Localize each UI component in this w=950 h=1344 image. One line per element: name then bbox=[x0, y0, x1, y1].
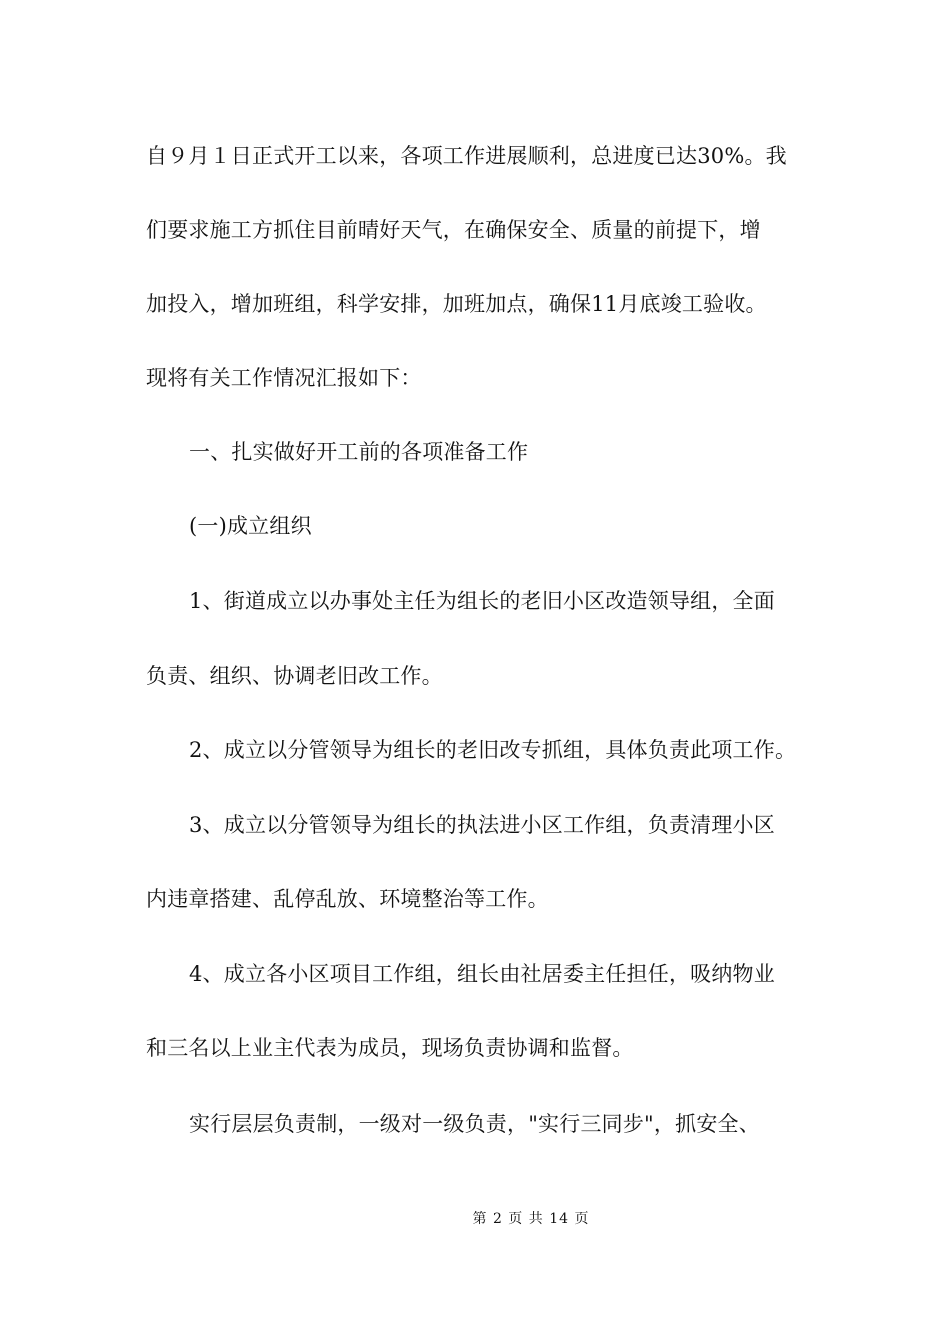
paragraph-line: 现将有关工作情况汇报如下： bbox=[146, 366, 422, 390]
paragraph-line: 1、街道成立以办事处主任为组长的老旧小区改造领导组，全面 bbox=[189, 589, 775, 613]
paragraph-line: 3、成立以分管领导为组长的执法进小区工作组，负责清理小区 bbox=[189, 813, 775, 837]
paragraph-line: 自９月１日正式开工以来，各项工作进展顺利，总进度已达30%。我 bbox=[146, 144, 787, 168]
subsection-heading: (一)成立组织 bbox=[189, 514, 312, 538]
paragraph-line: 4、成立各小区项目工作组，组长由社居委主任担任，吸纳物业 bbox=[189, 962, 775, 986]
paragraph-line: 加投入，增加班组，科学安排，加班加点，确保11月底竣工验收。 bbox=[146, 292, 767, 316]
paragraph-line: 实行层层负责制，一级对一级负责，"实行三同步"，抓安全、 bbox=[189, 1112, 760, 1136]
paragraph-line: 和三名以上业主代表为成员，现场负责协调和监督。 bbox=[146, 1036, 634, 1060]
paragraph-line: 们要求施工方抓住目前晴好天气，在确保安全、质量的前提下，增 bbox=[146, 218, 761, 242]
section-heading: 一、扎实做好开工前的各项准备工作 bbox=[189, 440, 529, 464]
page-number: 第 2 页 共 14 页 bbox=[472, 1211, 590, 1227]
paragraph-line: 负责、组织、协调老旧改工作。 bbox=[146, 664, 443, 688]
paragraph-line: 2、成立以分管领导为组长的老旧改专抓组，具体负责此项工作。 bbox=[189, 738, 797, 762]
page-footer bbox=[0, 1210, 950, 1228]
paragraph-line: 内违章搭建、乱停乱放、环境整治等工作。 bbox=[146, 887, 549, 911]
